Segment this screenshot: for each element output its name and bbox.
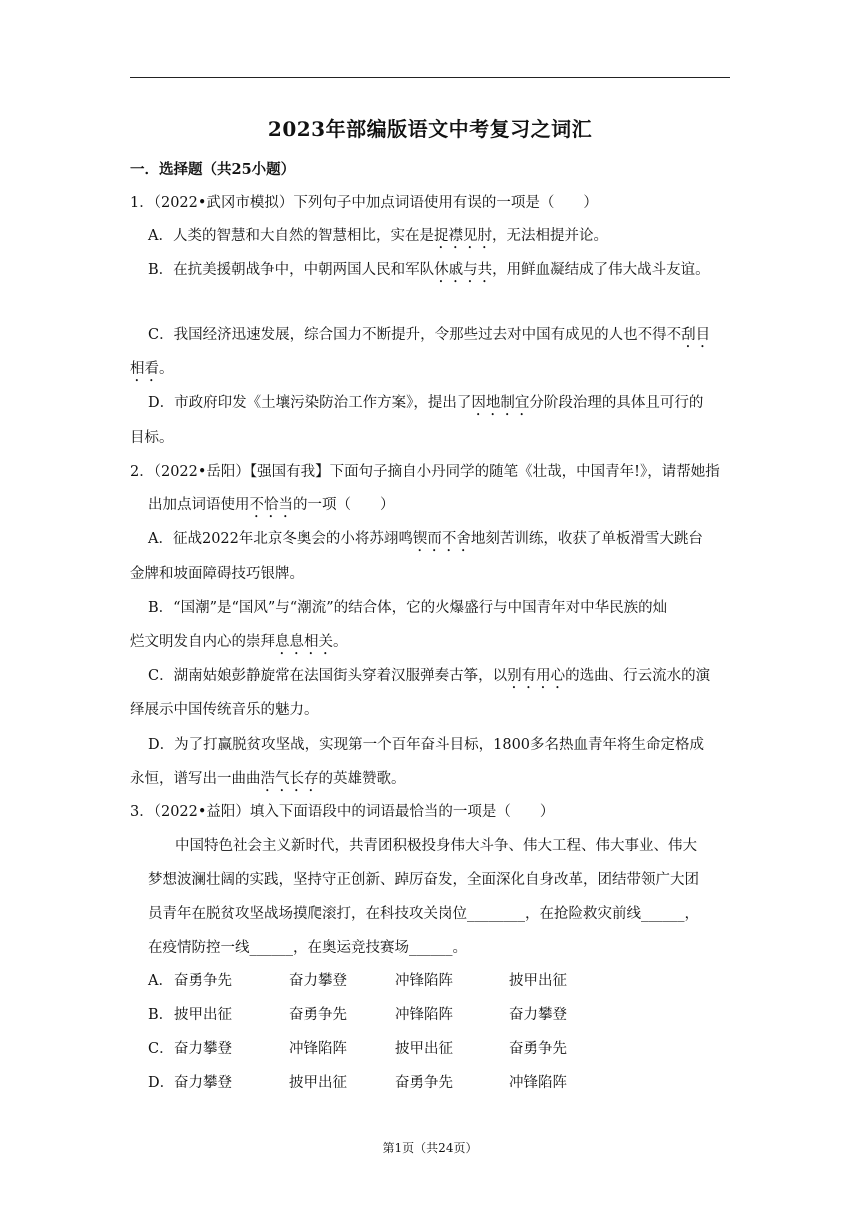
q2-option-c-cont: 绎展示中国传统音乐的魅力。 xyxy=(130,702,319,718)
page-footer: 第1页（共24页） xyxy=(382,1141,478,1155)
emphasized-term: 休戚与共 xyxy=(434,262,493,278)
q1-option-a: A．人类的智慧和大自然的智慧相比，实在是捉襟见肘，无法相提并论。 xyxy=(148,228,608,244)
q1-stem: 1．（2022•武冈市模拟）下列句子中加点词语使用有误的一项是（ ） xyxy=(130,195,598,211)
emphasized-term: 息息相关 xyxy=(275,634,333,650)
q1-option-c-cont: 相看。 xyxy=(130,361,174,377)
header-rule xyxy=(130,77,730,78)
q2-option-a: A．征战2022年北京冬奥会的小将苏翊鸣锲而不舍地刻苦训练，收获了单板滑雪大跳台 xyxy=(148,531,703,547)
q3-passage-line: 梦想波澜壮阔的实践，坚持守正创新、踔厉奋发，全面深化自身改革，团结带领广大团 xyxy=(148,872,699,888)
q1-option-d: D．市政府印发《土壤污染防治工作方案》，提出了因地制宜分阶段治理的具体且可行的 xyxy=(148,395,704,411)
emphasized-term: 因地制宜 xyxy=(471,395,530,411)
q3-passage-line: 在疫情防控一线______，在奥运竞技赛场______。 xyxy=(148,940,467,956)
q2-stem: 2．（2022•岳阳）【强国有我】下面句子摘自小丹同学的随笔《壮哉，中国青年!》，请帮她指 xyxy=(130,464,720,480)
q3-passage-line: 中国特色社会主义新时代，共青团积极投身伟大斗争、伟大工程、伟大事业、伟大 xyxy=(175,838,697,854)
emphasized-term: 别有用心 xyxy=(507,668,566,684)
emphasized-term: 不恰当 xyxy=(249,497,293,513)
document-title: 2023年部编版语文中考复习之词汇 xyxy=(267,117,593,141)
emphasized-term: 锲而不舍 xyxy=(412,531,471,547)
q2-option-d: D．为了打赢脱贫攻坚战，实现第一个百年奋斗目标，1800多名热血青年将生命定格成 xyxy=(148,737,705,753)
q1-option-b: B．在抗美援朝战争中，中朝两国人民和军队休戚与共，用鲜血凝结成了伟大战斗友谊。 xyxy=(148,262,710,278)
emphasized-term: 浩气长存 xyxy=(260,771,319,787)
q3-passage-line: 员青年在脱贫攻坚战场摸爬滚打，在科技攻关岗位________，在抢险救灾前线______， xyxy=(148,906,699,922)
emphasized-term: 刮目 xyxy=(681,327,711,343)
q2-option-a-cont: 金牌和坡面障碍技巧银牌。 xyxy=(130,566,304,582)
section-heading: 一．选择题（共25小题） xyxy=(130,161,296,178)
q3-stem: 3．（2022•益阳）填入下面语段中的词语最恰当的一项是（ ） xyxy=(130,804,555,820)
q2-option-b: B．“国潮”是“国风”与“潮流”的结合体，它的火爆盛行与中国青年对中华民族的灿 xyxy=(148,600,668,616)
emphasized-term: 相看 xyxy=(130,361,159,377)
emphasized-term: 捉襟见肘 xyxy=(433,228,492,244)
q2-stem-cont: 出加点词语使用不恰当的一项（ ） xyxy=(148,497,395,513)
q1-option-c: C．我国经济迅速发展，综合国力不断提升，令那些过去对中国有成见的人也不得不刮目 xyxy=(148,327,711,343)
q2-option-d-cont: 永恒，谱写出一曲曲浩气长存的英雄赞歌。 xyxy=(130,771,406,787)
q2-option-b-cont: 烂文明发自内心的崇拜息息相关。 xyxy=(130,634,348,650)
q2-option-c: C．湖南姑娘彭静旋常在法国街头穿着汉服弹奏古筝，以别有用心的选曲、行云流水的演 xyxy=(148,668,711,684)
q1-option-d-cont: 目标。 xyxy=(130,430,174,446)
